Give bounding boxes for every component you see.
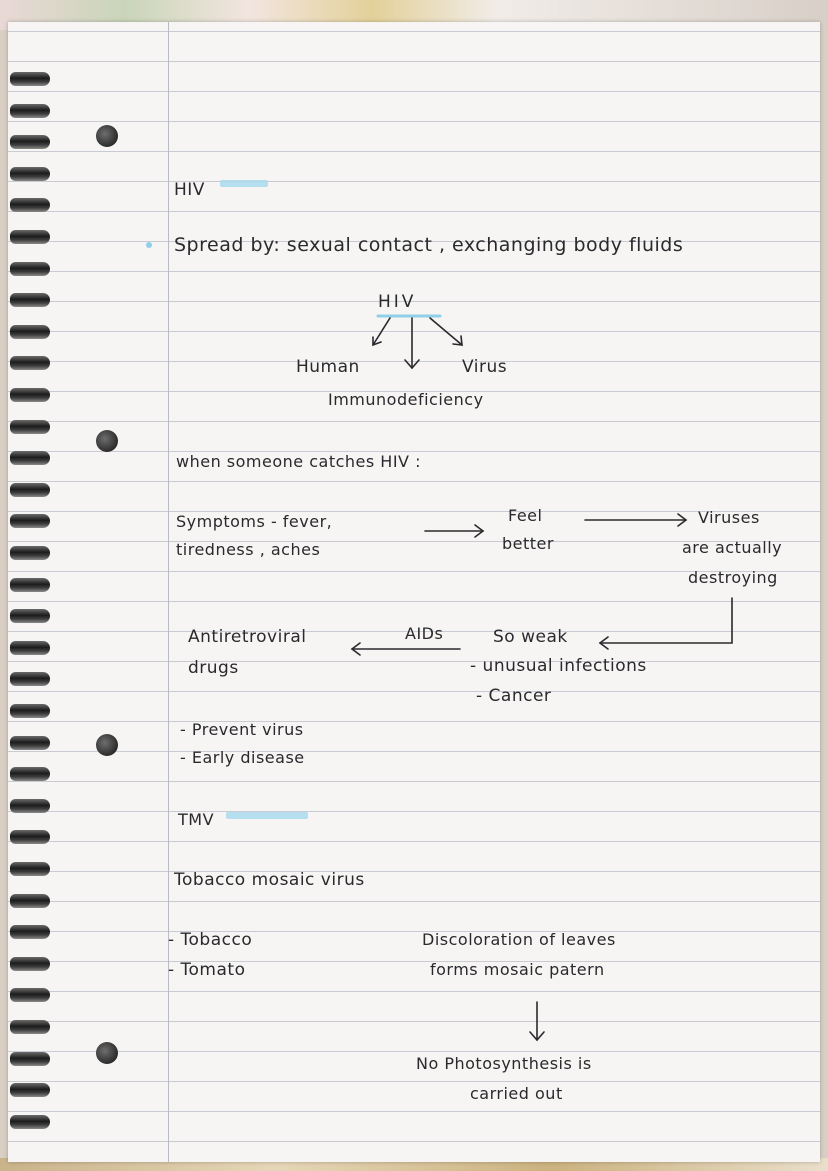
feel-line-2: better (502, 534, 554, 553)
viruses-line-2: are actually (682, 538, 783, 557)
arrow-feel-better-to-viruses (585, 514, 686, 526)
feel-line-1: Feel (508, 506, 543, 525)
result-line-2: carried out (470, 1084, 563, 1103)
acronym-immunodeficiency: Immunodeficiency (328, 390, 484, 409)
unusual-infections: - unusual infections (470, 656, 647, 676)
symptoms-line-1: Symptoms - fever, (176, 512, 333, 531)
early-disease-item: - Early disease (180, 748, 305, 767)
acronym-virus: Virus (462, 357, 508, 377)
effect-line-2: forms mosaic patern (430, 960, 605, 979)
acronym-arrow-right (430, 318, 462, 345)
effect-line-1: Discoloration of leaves (422, 930, 616, 949)
acronym-arrow-left (373, 318, 390, 345)
arrow-effect-to-result (530, 1002, 544, 1040)
acronym-arrow-down (405, 318, 419, 368)
host-tobacco: - Tobacco (168, 930, 253, 950)
cancer-item: - Cancer (476, 686, 552, 706)
viruses-line-1: Viruses (698, 508, 760, 527)
so-weak-label: So weak (493, 627, 568, 647)
aids-label: AIDs (405, 624, 444, 643)
arrow-destroying-to-so-weak (600, 598, 732, 649)
tmv-heading: TMV (178, 810, 215, 829)
symptoms-line-2: tiredness , aches (176, 540, 321, 559)
acronym-human: Human (296, 357, 360, 377)
antiretroviral-line-1: Antiretroviral (188, 627, 307, 647)
hiv-heading: HIV (174, 180, 205, 200)
acronym-title: HIV (378, 292, 417, 312)
result-line-1: No Photosynthesis is (416, 1054, 592, 1073)
prevent-virus-item: - Prevent virus (180, 720, 304, 739)
tmv-full-name: Tobacco mosaic virus (174, 870, 365, 890)
host-tomato: - Tomato (168, 960, 246, 980)
viruses-line-3: destroying (688, 568, 778, 587)
arrow-symptoms-to-feel-better (425, 525, 483, 537)
antiretroviral-line-2: drugs (188, 658, 239, 678)
when-catches-line: when someone catches HIV : (176, 452, 421, 471)
arrow-aids-to-antiretroviral (352, 643, 460, 655)
spread-line: Spread by: sexual contact , exchanging body fluids (174, 234, 684, 256)
